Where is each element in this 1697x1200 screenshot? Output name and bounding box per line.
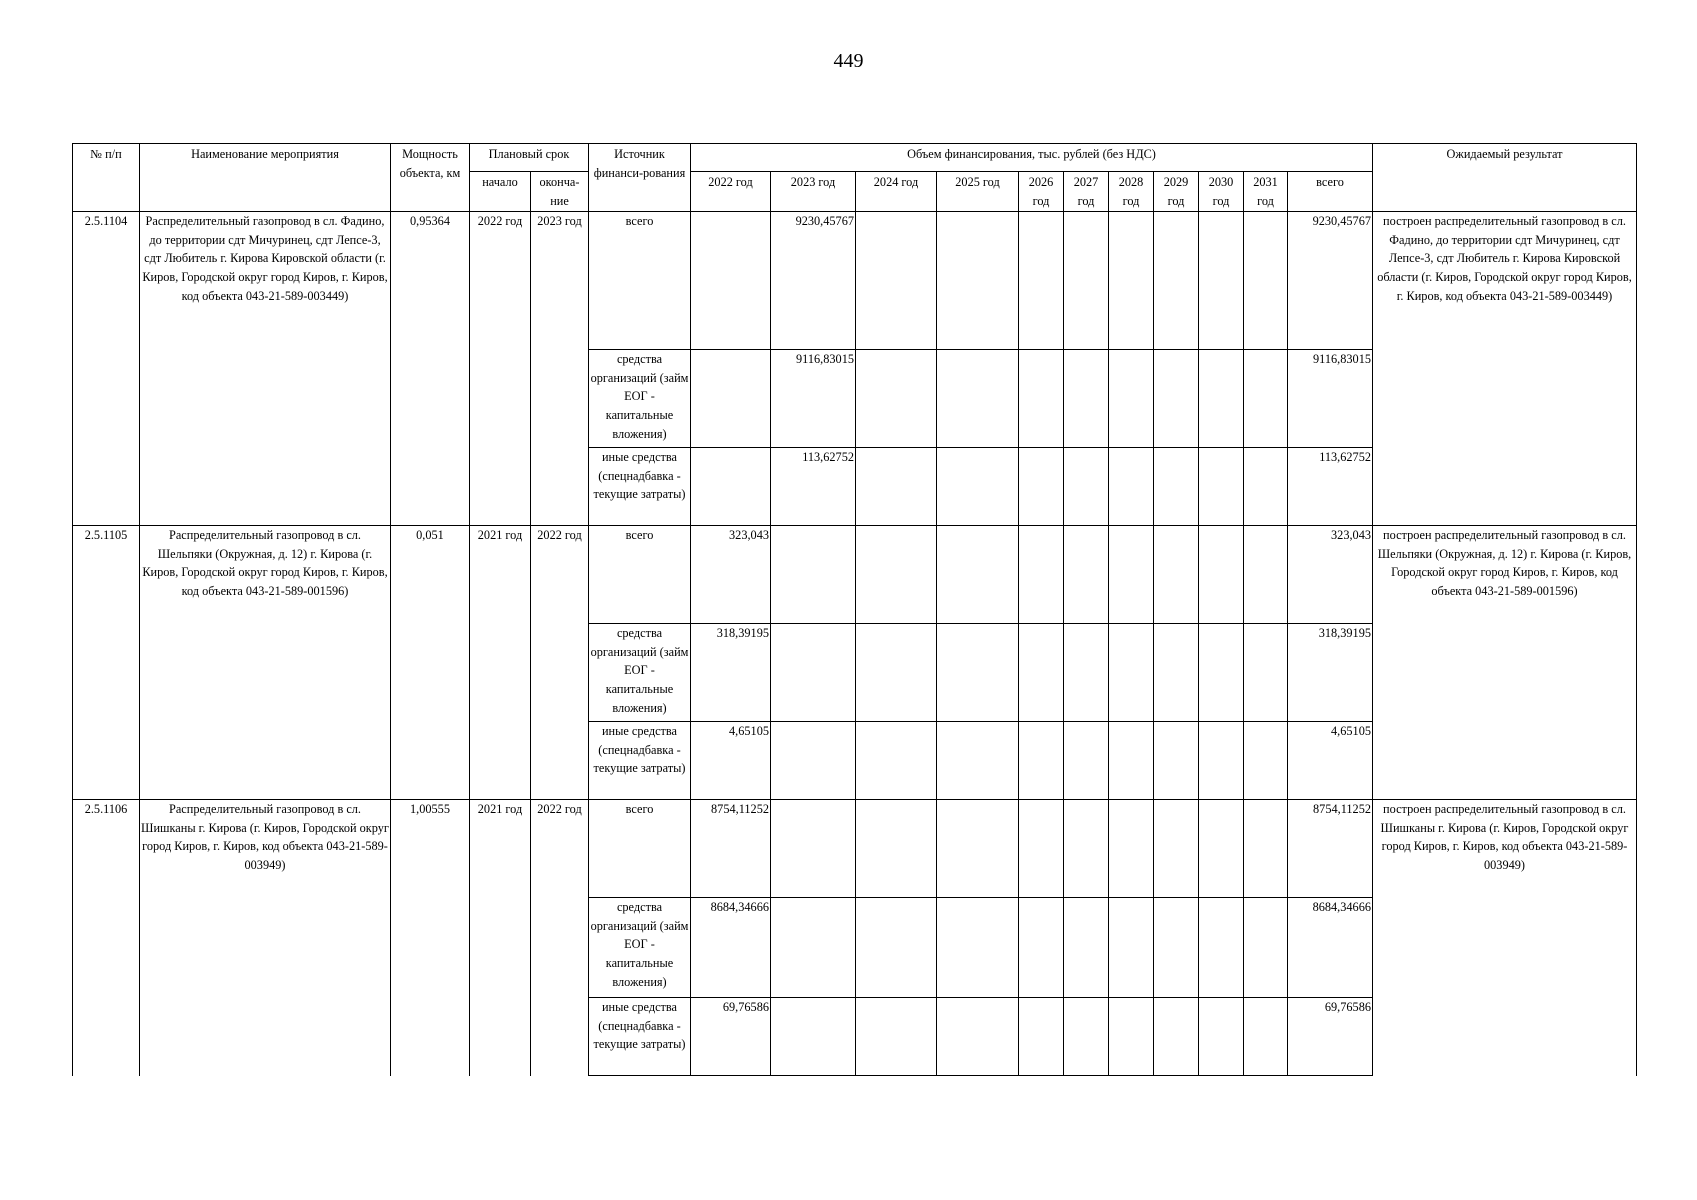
row-name: Распределительный газопровод в сл. Шишканы г. Кирова (г. Киров, Городской округ город Киров, г. Киров, код объекта 043-21-589-003949) (140, 800, 391, 1076)
col-header-year-2026: 2026 год (1019, 172, 1064, 212)
value-total: 9230,45767 (1288, 212, 1373, 350)
col-header-year-2027: 2027 год (1064, 172, 1109, 212)
col-header-year-2028: 2028 год (1109, 172, 1154, 212)
value-2022: 69,76586 (691, 998, 771, 1076)
source-label: иные средства (спецнадбавка - текущие затраты) (589, 722, 691, 800)
row-name: Распределительный газопровод в сл. Фадино, до территории сдт Мичуринец, сдт Лепсе-3, сдт Любитель г. Кирова Кировской области (г. Киров, Городской округ город Киров, г. Киров, код объекта 043-21-589-003449) (140, 212, 391, 526)
col-header-year-2030: 2030 год (1199, 172, 1244, 212)
col-header-year-2031: 2031 год (1244, 172, 1288, 212)
row-start: 2021 год (470, 526, 531, 800)
row-end: 2022 год (531, 800, 589, 1076)
source-label: всего (589, 526, 691, 624)
value-2022: 8754,11252 (691, 800, 771, 898)
row-num: 2.5.1106 (73, 800, 140, 1076)
col-header-source: Источник финанси-рования (589, 144, 691, 212)
row-result: построен распределительный газопровод в сл. Шельпяки (Окружная, д. 12) г. Кирова (г. Киров, Городской округ город Киров, г. Киров, код объекта 043-21-589-001596) (1373, 526, 1637, 800)
value-total: 9116,83015 (1288, 350, 1373, 448)
col-header-name: Наименование мероприятия (140, 144, 391, 212)
page-number: 449 (833, 50, 864, 72)
col-header-term: Плановый срок (470, 144, 589, 172)
value-2023: 9230,45767 (771, 212, 856, 350)
row-num: 2.5.1105 (73, 526, 140, 800)
value-2023 (771, 722, 856, 800)
value-2023: 113,62752 (771, 448, 856, 526)
value-2022: 8684,34666 (691, 898, 771, 998)
source-label: иные средства (спецнадбавка - текущие затраты) (589, 448, 691, 526)
row-capacity: 1,00555 (391, 800, 470, 1076)
source-label: иные средства (спецнадбавка - текущие затраты) (589, 998, 691, 1076)
value-2023 (771, 624, 856, 722)
source-label: всего (589, 212, 691, 350)
value-2022 (691, 350, 771, 448)
row-num: 2.5.1104 (73, 212, 140, 526)
value-2023: 9116,83015 (771, 350, 856, 448)
row-end: 2023 год (531, 212, 589, 526)
value-2023 (771, 998, 856, 1076)
row-result: построен распределительный газопровод в сл. Фадино, до территории сдт Мичуринец, сдт Лепсе-3, сдт Любитель г. Кирова Кировской области (г. Киров, Городской округ город Киров, г. Киров, код объекта 043-21-589-003449) (1373, 212, 1637, 526)
row-start: 2022 год (470, 212, 531, 526)
row-result: построен распределительный газопровод в сл. Шишканы г. Кирова (г. Киров, Городской округ город Киров, г. Киров, код объекта 043-21-589-003949) (1373, 800, 1637, 1076)
col-header-year-2025: 2025 год (937, 172, 1019, 212)
source-label: средства организаций (займ ЕОГ - капитальные вложения) (589, 898, 691, 998)
value-2022 (691, 448, 771, 526)
col-header-year-2024: 2024 год (856, 172, 937, 212)
source-label: всего (589, 800, 691, 898)
row-capacity: 0,95364 (391, 212, 470, 526)
row-name: Распределительный газопровод в сл. Шельпяки (Окружная, д. 12) г. Кирова (г. Киров, Городской округ город Киров, г. Киров, код объекта 043-21-589-001596) (140, 526, 391, 800)
value-total: 8754,11252 (1288, 800, 1373, 898)
value-total: 113,62752 (1288, 448, 1373, 526)
funding-table (72, 143, 1637, 1076)
header-row-1 (73, 144, 1637, 172)
col-header-end: оконча-ние (531, 172, 589, 212)
row-start: 2021 год (470, 800, 531, 1076)
col-header-start: начало (470, 172, 531, 212)
value-2023 (771, 526, 856, 624)
col-header-total: всего (1288, 172, 1373, 212)
value-2022 (691, 212, 771, 350)
col-header-funding: Объем финансирования, тыс. рублей (без НДС) (691, 144, 1373, 172)
col-header-year-2023: 2023 год (771, 172, 856, 212)
row-capacity: 0,051 (391, 526, 470, 800)
col-header-year-2022: 2022 год (691, 172, 771, 212)
value-total: 69,76586 (1288, 998, 1373, 1076)
value-total: 323,043 (1288, 526, 1373, 624)
col-header-capacity: Мощность объекта, км (391, 144, 470, 212)
table-row (73, 212, 1637, 350)
value-total: 318,39195 (1288, 624, 1373, 722)
table-row (73, 800, 1637, 898)
value-2023 (771, 800, 856, 898)
col-header-year-2029: 2029 год (1154, 172, 1199, 212)
source-label: средства организаций (займ ЕОГ - капитальные вложения) (589, 624, 691, 722)
row-end: 2022 год (531, 526, 589, 800)
col-header-result: Ожидаемый результат (1373, 144, 1637, 212)
value-2022: 4,65105 (691, 722, 771, 800)
col-header-num: № п/п (73, 144, 140, 212)
source-label: средства организаций (займ ЕОГ - капитальные вложения) (589, 350, 691, 448)
value-total: 4,65105 (1288, 722, 1373, 800)
value-total: 8684,34666 (1288, 898, 1373, 998)
value-2022: 318,39195 (691, 624, 771, 722)
value-2022: 323,043 (691, 526, 771, 624)
value-2023 (771, 898, 856, 998)
table-row (73, 526, 1637, 624)
